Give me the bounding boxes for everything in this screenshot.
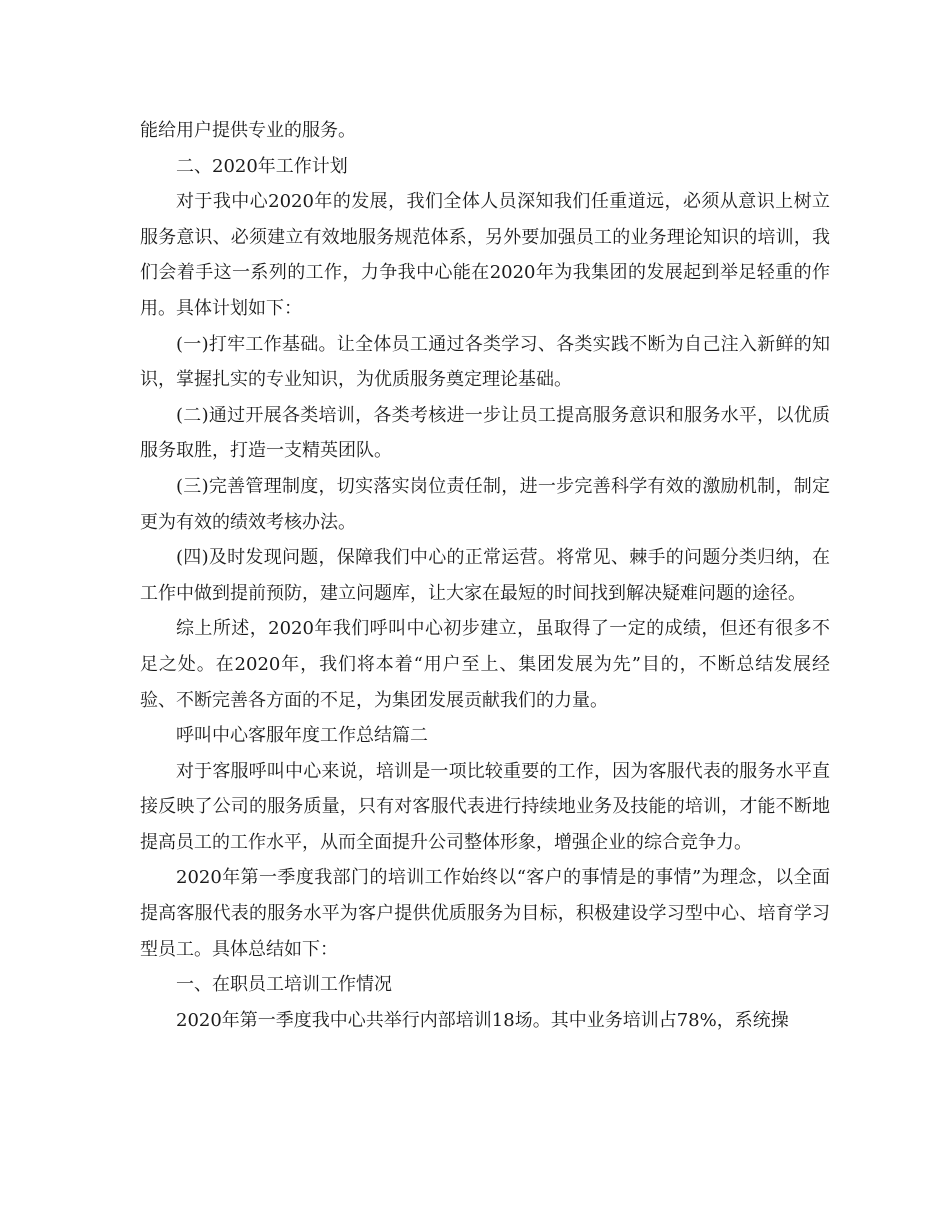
list-item-plan-1: (一)打牢工作基础。让全体员工通过各类学习、各类实践不断为自己注入新鲜的知识，掌握扎实的专业知识，为优质服务奠定理论基础。 [140,333,830,391]
list-item-plan-2: (二)通过开展各类培训，各类考核进一步让员工提高服务意识和服务水平，以优质服务取胜，打造一支精英团队。 [140,404,830,462]
section-heading-2020-plan: 二、2020年工作计划 [176,155,348,177]
paragraph: 2020年第一季度我中心共举行内部培训18场。其中业务培训占78%，系统操 [176,1009,789,1031]
paragraph: 2020年第一季度我部门的培训工作始终以“客户的事情是的事情”为理念，以全面提高客服代表的服务水平为客户提供优质服务为目标，积极建设学习型中心、培育学习型员工。具体总结如下： [140,867,830,960]
list-item-plan-4: (四)及时发现问题，保障我们中心的正常运营。将常见、棘手的问题分类归纳，在工作中做到提前预防，建立问题库，让大家在最短的时间找到解决疑难问题的途径。 [140,547,830,604]
paragraph: 对于我中心2020年的发展，我们全体人员深知我们任重道远，必须从意识上树立服务意识、必须建立有效地服务规范体系，另外要加强员工的业务理论知识的培训，我们会着手这一系列的工作，力争我中心能在2020年为我集团的发展起到举足轻重的作用。具体计划如下： [140,191,830,319]
article-heading-part-2: 呼叫中心客服年度工作总结篇二 [176,725,428,747]
list-item-plan-3: (三)完善管理制度，切实落实岗位责任制，进一步完善科学有效的激励机制，制定更为有效的绩效考核办法。 [140,475,830,533]
paragraph: 对于客服呼叫中心来说，培训是一项比较重要的工作，因为客服代表的服务水平直接反映了公司的服务质量，只有对客服代表进行持续地业务及技能的培训，才能不断地提高员工的工作水平，从而全面提升公司整体形象，增强企业的综合竞争力。 [140,760,830,853]
paragraph: 能给用户提供专业的服务。 [140,120,356,141]
document-body [140,113,830,1038]
paragraph-summary: 综上所述，2020年我们呼叫中心初步建立，虽取得了一定的成绩，但还有很多不足之处。在2020年，我们将本着“用户至上、集团发展为先”目的，不断总结发展经验、不断完善各方面的不足，为集团发展贡献我们的力量。 [140,618,830,711]
section-heading-training: 一、在职员工培训工作情况 [176,974,392,996]
